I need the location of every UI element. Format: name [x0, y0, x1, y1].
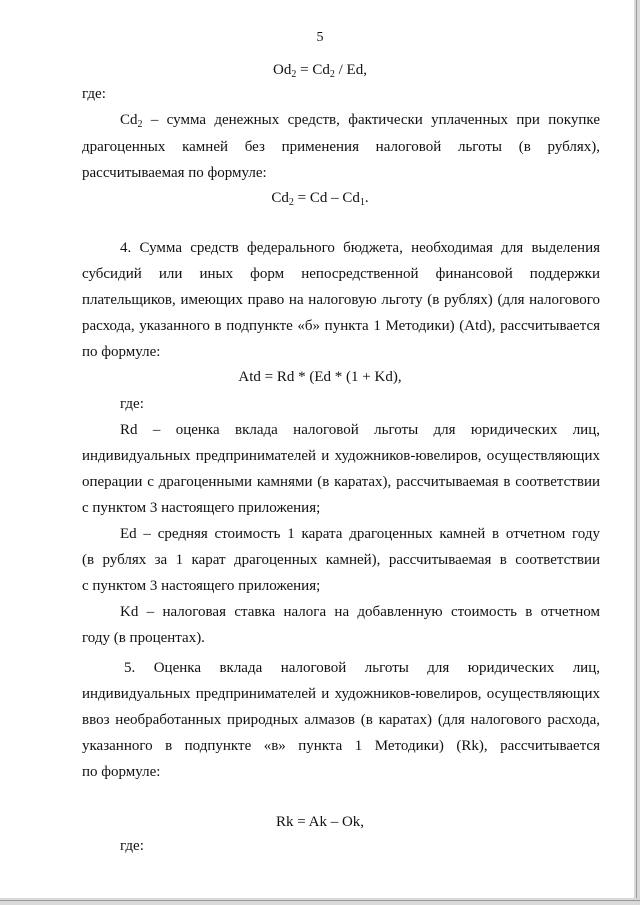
item5-line: 5. Оценка вклада налоговой льготы для юридических лиц,: [124, 660, 600, 676]
subscript: 2: [329, 69, 335, 80]
formula-cd2: [0, 188, 640, 208]
item5-line: индивидуальных предпринимателей и художников-ювелиров, осуществляющих: [82, 686, 600, 702]
formula-text: .: [364, 190, 369, 206]
cd2-definition-line: рассчитываемая по формуле:: [82, 165, 267, 181]
kd-definition-line: году (в процентах).: [82, 630, 205, 646]
page-number: 5: [316, 30, 324, 45]
formula-text: Cd: [271, 190, 289, 206]
ed-definition-line: с пунктом 3 настоящего приложения;: [82, 578, 321, 594]
formula-text: = Cd: [296, 62, 330, 78]
rd-definition-line: операции с драгоценными камнями (в каратах), рассчитываемая в соответствии: [82, 474, 600, 490]
item4-line: субсидий или иных форм непосредственной финансовой поддержки: [82, 266, 600, 282]
formula-atd: Atd = Rd * (Ed * (1 + Kd),: [238, 369, 402, 385]
where-label: где:: [120, 396, 144, 412]
page-edge-shadow: [634, 0, 640, 905]
rd-definition-line: Rd – оценка вклада налоговой льготы для юридических лиц,: [120, 422, 600, 438]
subscript: 1: [359, 197, 365, 208]
formula-text: Od: [273, 62, 292, 78]
rd-definition-line: индивидуальных предпринимателей и художников-ювелиров, осуществляющих: [82, 448, 600, 464]
subscript: 2: [137, 119, 143, 130]
ed-definition-line: Ed – средняя стоимость 1 карата драгоценных камней в отчетном году: [120, 526, 600, 542]
page-edge-line: [0, 900, 640, 901]
item4-line: 4. Сумма средств федерального бюджета, необходимая для выделения: [120, 240, 600, 256]
formula-text: = Cd – Cd: [293, 190, 360, 206]
ed-definition-line: (в рублях за 1 карат драгоценных камней), рассчитываемая в соответствии: [82, 552, 600, 568]
item5-line: указанного в подпункте «в» пункта 1 Методики) (Rk), рассчитывается: [82, 738, 600, 754]
page-edge-line: [636, 0, 637, 905]
formula-text: / Ed,: [334, 62, 367, 78]
subscript: 2: [291, 69, 297, 80]
item4-line: расхода, указанного в подпункте «б» пункта 1 Методики) (Atd), рассчитывается: [82, 318, 600, 334]
definition-text: – сумма денежных средств, фактически уплаченных при покупке: [142, 112, 600, 128]
item5-line: ввоз необработанных природных алмазов (в каратах) (для налогового расхода,: [82, 712, 600, 728]
item5-line: по формуле:: [82, 764, 161, 780]
rd-definition-line: с пунктом 3 настоящего приложения;: [82, 500, 321, 516]
cd2-definition-line: драгоценных камней без применения налоговой льготы (в рублях),: [82, 139, 600, 155]
variable: Cd: [120, 112, 138, 128]
item4-line: по формуле:: [82, 344, 161, 360]
formula-rk: Rk = Ak – Ok,: [275, 814, 365, 830]
formula-od2: [0, 60, 640, 80]
kd-definition-line: Kd – налоговая ставка налога на добавленную стоимость в отчетном: [120, 604, 600, 620]
where-label: где:: [82, 86, 106, 102]
cd2-definition-line: [120, 110, 600, 130]
item4-line: плательщиков, имеющих право на налоговую льготу (в рублях) (для налогового: [82, 292, 600, 308]
subscript: 2: [288, 197, 294, 208]
where-label: где:: [120, 838, 144, 854]
